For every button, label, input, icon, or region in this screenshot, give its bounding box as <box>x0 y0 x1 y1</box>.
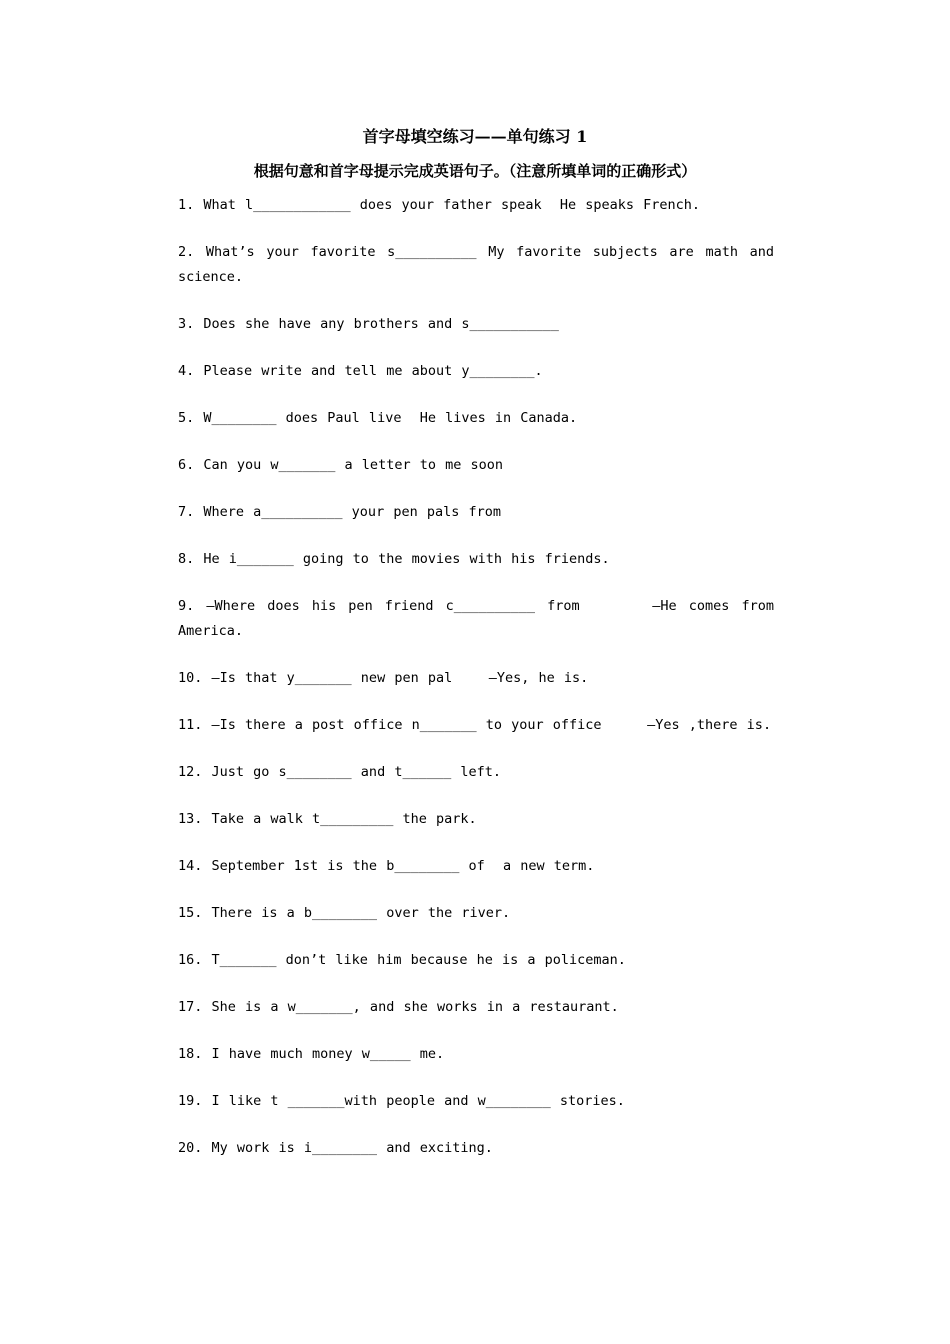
question-item: 12. Just go s________ and t______ left. <box>178 764 501 780</box>
question-item: 6. Can you w_______ a letter to me soon <box>178 457 503 473</box>
instruction-text: 根据句意和首字母提示完成英语句子。（注意所填单词的正确形式） <box>253 162 697 180</box>
question-item: 5. W________ does Paul live He lives in Canada. <box>178 410 578 426</box>
question-item: 14. September 1st is the b________ of a new term. <box>178 858 595 874</box>
question-item: 9. —Where does his pen friend c__________ from —He comes from America. <box>178 598 784 639</box>
question-item: 7. Where a__________ your pen pals from <box>178 504 501 520</box>
question-item: 17. She is a w_______, and she works in a restaurant. <box>178 999 619 1015</box>
question-item: 10. —Is that y_______ new pen pal —Yes, he is. <box>178 670 589 686</box>
question-item: 2. What’s your favorite s__________ My favorite subjects are math and science. <box>178 244 784 285</box>
question-list <box>178 193 784 1183</box>
question-item: 4. Please write and tell me about y________. <box>178 363 543 379</box>
question-item: 8. He i_______ going to the movies with his friends. <box>178 551 610 567</box>
question-item: 19. I like t _______with people and w________ stories. <box>178 1093 625 1109</box>
question-item: 16. T_______ don’t like him because he is a policeman. <box>178 952 626 968</box>
question-item: 20. My work is i________ and exciting. <box>178 1140 493 1156</box>
question-item: 15. There is a b________ over the river. <box>178 905 511 921</box>
question-item: 1. What l____________ does your father speak He speaks French. <box>178 197 701 213</box>
question-item: 11. —Is there a post office n_______ to your office —Yes ,there is. <box>178 717 772 733</box>
question-item: 18. I have much money w_____ me. <box>178 1046 445 1062</box>
question-item: 3. Does she have any brothers and s___________ <box>178 316 559 332</box>
page-title: 首字母填空练习——单句练习 1 <box>362 127 588 146</box>
question-item: 13. Take a walk t_________ the park. <box>178 811 477 827</box>
